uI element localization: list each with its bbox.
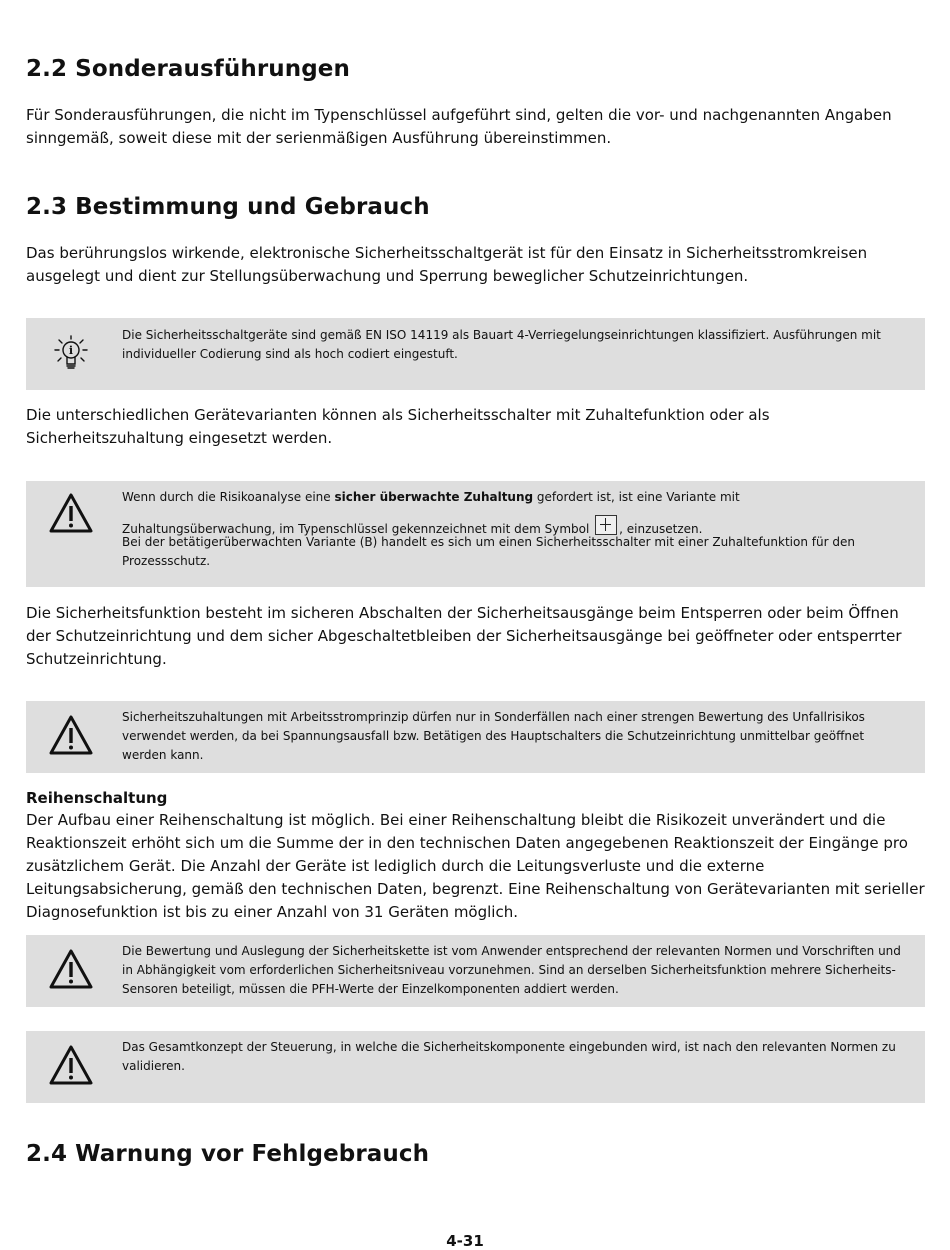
note-text-part: Bei der betätigerüberwachten Variante (B) handelt es sich um einen Sicherheitsschalter mit einer Zuhaltefunktion für den Prozessschutz. bbox=[122, 535, 855, 568]
paragraph-bestimmung: Das berührungslos wirkende, elektronische Sicherheitsschaltgerät ist für den Einsatz in Sicherheitsstromkreisen ausgelegt und dient zur Stellungsüberwachung und Sperrung beweglicher Schutzeinrichtungen. bbox=[26, 244, 868, 285]
warning-note-zuhaltung-text bbox=[122, 488, 911, 571]
section-title-2-2: 2.2 Sonderausführungen bbox=[26, 56, 350, 82]
zuhaltung-symbol-icon bbox=[595, 515, 617, 535]
info-note-text: Die Sicherheitsschaltgeräte sind gemäß EN ISO 14119 als Bauart 4-Verriegelungseinrichtungen klassifiziert. Ausführungen mit individueller Codierung sind als hoch codiert eingestuft. bbox=[122, 328, 881, 361]
paragraph-sicherheitsfunktion: Die Sicherheitsfunktion besteht im sicheren Abschalten der Sicherheitsausgänge beim Entsperren oder beim Öffnen der Schutzeinrichtung und dem sicher Abgeschaltetbleiben der Sicherheitsausgänge bei geöffneter oder entsperrter Schutzeinrichtung. bbox=[26, 604, 902, 668]
warning-note-gesamtkonzept bbox=[26, 1031, 925, 1103]
note-text-part: Zuhaltungsüberwachung, im Typenschlüssel gekennzeichnet mit dem Symbol bbox=[122, 522, 590, 536]
info-note-box bbox=[26, 318, 925, 390]
section-title-2-4: 2.4 Warnung vor Fehlgebrauch bbox=[26, 1141, 430, 1167]
warning-icon bbox=[48, 491, 94, 537]
warning-icon bbox=[48, 947, 94, 993]
paragraph-reihenschaltung: Der Aufbau einer Reihenschaltung ist möglich. Bei einer Reihenschaltung bleibt die Risikozeit unverändert und die Reaktionszeit erhöht sich um die Summe der in den technischen Daten angegebenen Reaktionszeit der Eingänge pro zusätzlichem Gerät. Die Anzahl der Geräte ist lediglich durch die Leitungsverluste und die externe Leitungsabsicherung, gemäß den technischen Daten, begrenzt. Eine Reihenschaltung von Gerätevarianten mit serieller Diagnosefunktion ist bis zu einer Anzahl von 31 Geräten möglich. bbox=[26, 811, 925, 921]
warning-icon bbox=[48, 713, 94, 759]
note-text-part: Wenn durch die Risikoanalyse eine bbox=[122, 490, 335, 504]
warning-note-arbeitsstrom bbox=[26, 701, 925, 773]
section-title-2-3: 2.3 Bestimmung und Gebrauch bbox=[26, 194, 430, 220]
warning-note-arbeitsstrom-text: Sicherheitszuhaltungen mit Arbeitsstromprinzip dürfen nur in Sonderfällen nach einer strengen Bewertung des Unfallrisikos verwendet werden, da bei Spannungsausfall bzw. Betätigen des Hauptschalters die Schutzeinrichtung unmittelbar geöffnet werden kann. bbox=[122, 710, 865, 762]
info-bulb-icon bbox=[48, 331, 94, 377]
paragraph-geraetevarianten: Die unterschiedlichen Gerätevarianten können als Sicherheitsschalter mit Zuhaltefunktion oder als Sicherheitszuhaltung eingesetzt werden. bbox=[26, 406, 770, 447]
note-text-bold: sicher überwachte Zuhaltung bbox=[334, 490, 534, 504]
subheading-reihenschaltung: Reihenschaltung bbox=[26, 789, 168, 807]
warning-note-zuhaltung bbox=[26, 481, 925, 587]
page-number: 4-31 bbox=[446, 1232, 484, 1250]
paragraph-sonderausfuehrungen: Für Sonderausführungen, die nicht im Typenschlüssel aufgeführt sind, gelten die vor- und nachgenannten Angaben sinngemäß, soweit diese mit der serienmäßigen Ausführung übereinstimmen. bbox=[26, 106, 892, 147]
warning-note-sicherheitskette bbox=[26, 935, 925, 1007]
warning-icon bbox=[48, 1043, 94, 1089]
note-text-part: , einzusetzen. bbox=[619, 522, 703, 536]
svg-text:i: i bbox=[68, 344, 74, 357]
warning-note-gesamtkonzept-text: Das Gesamtkonzept der Steuerung, in welche die Sicherheitskomponente eingebunden wird, ist nach den relevanten Normen zu validieren. bbox=[122, 1040, 896, 1073]
warning-note-sicherheitskette-text: Die Bewertung und Auslegung der Sicherheitskette ist vom Anwender entsprechend der relevanten Normen und Vorschriften und in Abhängigkeit vom erforderlichen Sicherheitsniveau vorzunehmen. Sind an derselben Sicherheitsfunktion mehrere Sicherheits-Sensoren beteiligt, müssen die PFH-Werte der Einzelkomponenten addiert werden. bbox=[122, 944, 901, 996]
note-text-part: gefordert ist, ist eine Variante mit bbox=[533, 490, 740, 504]
